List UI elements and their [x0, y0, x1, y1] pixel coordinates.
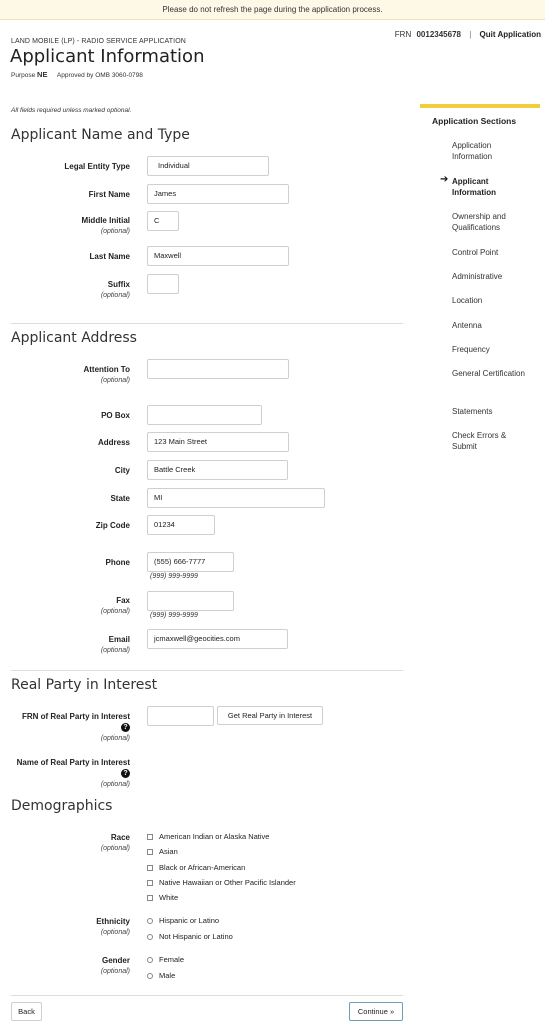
frn-value: 0012345678	[416, 30, 461, 39]
address-input[interactable]: 123 Main Street	[147, 432, 289, 452]
omb-approval: Approved by OMB 3060-0798	[56, 72, 143, 79]
attention-to-input[interactable]	[147, 359, 289, 379]
attention-to-label: Attention To	[83, 365, 130, 374]
sidebar-item-applicant-information[interactable]: Applicant Information	[452, 177, 496, 197]
gender-optional: (optional)	[100, 968, 130, 975]
state-label: State	[110, 494, 130, 503]
email-input[interactable]: jcmaxwell@geocities.com	[147, 629, 288, 649]
address-label: Address	[97, 438, 130, 447]
first-name-label: First Name	[88, 190, 130, 199]
middle-initial-optional: (optional)	[100, 228, 130, 235]
fax-input[interactable]	[147, 591, 234, 611]
ethnicity-label: Ethnicity	[96, 917, 130, 926]
attention-to-optional: (optional)	[100, 377, 130, 384]
section-title-demographics: Demographics	[11, 798, 113, 814]
page-title: Applicant Information	[10, 46, 205, 67]
refresh-notice: Please do not refresh the page during the application process.	[0, 0, 545, 20]
required-note: All fields required unless marked optional.	[11, 107, 132, 114]
suffix-input[interactable]	[147, 274, 179, 294]
frn-real-party-input[interactable]	[147, 706, 214, 726]
frn-separator: |	[469, 30, 472, 39]
phone-input[interactable]: (555) 666-7777	[147, 552, 234, 572]
race-option[interactable]: American Indian or Alaska Native	[147, 832, 269, 841]
legal-entity-type-select[interactable]: Individual	[147, 156, 269, 176]
frn-real-party-optional: (optional)	[100, 735, 130, 742]
suffix-optional: (optional)	[100, 292, 130, 299]
phone-label: Phone	[105, 558, 130, 567]
fax-format-hint: (999) 999-9999	[150, 612, 198, 619]
sidebar-item-administrative[interactable]: Administrative	[452, 272, 503, 281]
sidebar-item-general-certification[interactable]: General Certification	[452, 369, 525, 378]
state-select[interactable]: MI	[147, 488, 325, 508]
back-button[interactable]: Back	[11, 1002, 42, 1021]
last-name-label: Last Name	[89, 252, 130, 261]
quit-application-link[interactable]: Quit Application	[479, 30, 541, 39]
help-icon[interactable]: ?	[121, 769, 130, 778]
checkbox[interactable]	[147, 849, 153, 855]
frn-label: FRN	[394, 30, 412, 39]
sidebar-item-statements[interactable]: Statements	[452, 407, 493, 416]
service-subtitle: LAND MOBILE (LP) - RADIO SERVICE APPLICATION	[11, 38, 186, 45]
suffix-label: Suffix	[107, 280, 130, 289]
sidebar-title: Application Sections	[432, 116, 517, 126]
purpose-label: Purpose	[11, 72, 36, 79]
get-real-party-button[interactable]: Get Real Party in Interest	[217, 706, 323, 725]
fax-optional: (optional)	[100, 608, 130, 615]
sidebar-item-frequency[interactable]: Frequency	[452, 345, 490, 354]
ethnicity-option[interactable]: Hispanic or Latino	[147, 916, 219, 925]
middle-initial-label: Middle Initial	[81, 216, 130, 225]
ethnicity-optional: (optional)	[100, 929, 130, 936]
frn-real-party-help[interactable]	[11, 722, 130, 732]
name-real-party-label: Name of Real Party in Interest	[16, 758, 130, 767]
divider	[11, 323, 403, 324]
phone-format-hint: (999) 999-9999	[150, 573, 198, 580]
gender-option[interactable]: Male	[147, 971, 175, 980]
city-label: City	[114, 466, 130, 475]
zip-code-label: Zip Code	[95, 521, 130, 530]
email-optional: (optional)	[100, 647, 130, 654]
radio-button[interactable]	[147, 973, 153, 979]
last-name-input[interactable]: Maxwell	[147, 246, 289, 266]
sidebar-accent-bar	[420, 104, 540, 108]
middle-initial-input[interactable]: C	[147, 211, 179, 231]
email-label: Email	[108, 635, 130, 644]
radio-button[interactable]	[147, 918, 153, 924]
divider	[11, 670, 403, 671]
sidebar-item-check-errors-submit[interactable]: Check Errors & Submit	[452, 431, 507, 451]
current-section-arrow-icon: ➔	[440, 174, 449, 185]
ethnicity-option[interactable]: Not Hispanic or Latino	[147, 932, 233, 941]
zip-code-input[interactable]: 01234	[147, 515, 215, 535]
help-icon[interactable]: ?	[121, 723, 130, 732]
city-input[interactable]: Battle Creek	[147, 460, 288, 480]
gender-label: Gender	[101, 956, 130, 965]
legal-entity-type-label: Legal Entity Type	[64, 162, 130, 171]
section-title-address: Applicant Address	[11, 330, 137, 346]
po-box-input[interactable]	[147, 405, 262, 425]
radio-button[interactable]	[147, 934, 153, 940]
race-option[interactable]: Asian	[147, 847, 178, 856]
race-label: Race	[110, 833, 130, 842]
section-title-real-party: Real Party in Interest	[11, 677, 158, 693]
po-box-label: PO Box	[101, 411, 130, 420]
sidebar-item-application-information[interactable]: Application Information	[452, 141, 493, 161]
divider	[11, 995, 403, 996]
checkbox[interactable]	[147, 880, 153, 886]
name-real-party-help[interactable]	[11, 768, 130, 778]
section-title-name-type: Applicant Name and Type	[11, 127, 190, 143]
race-option[interactable]: Native Hawaiian or Other Pacific Islander	[147, 878, 296, 887]
race-optional: (optional)	[100, 845, 130, 852]
gender-option[interactable]: Female	[147, 955, 184, 964]
race-option[interactable]: White	[147, 893, 178, 902]
frn-real-party-label: FRN of Real Party in Interest	[21, 712, 130, 721]
race-option[interactable]: Black or African-American	[147, 863, 245, 872]
sidebar-item-control-point[interactable]: Control Point	[452, 248, 499, 257]
radio-button[interactable]	[147, 957, 153, 963]
purpose-line	[11, 70, 143, 79]
first-name-input[interactable]: James	[147, 184, 289, 204]
sidebar-item-ownership-qualifications[interactable]: Ownership and Qualifications	[452, 212, 506, 232]
checkbox[interactable]	[147, 895, 153, 901]
frn-bar	[395, 30, 541, 39]
name-real-party-optional: (optional)	[100, 781, 130, 788]
sidebar-item-location[interactable]: Location	[452, 296, 483, 305]
fax-label: Fax	[116, 596, 130, 605]
sidebar-item-antenna[interactable]: Antenna	[452, 321, 482, 330]
continue-button[interactable]: Continue »	[349, 1002, 403, 1021]
checkbox[interactable]	[147, 834, 153, 840]
purpose-value: NE	[37, 70, 48, 79]
checkbox[interactable]	[147, 865, 153, 871]
